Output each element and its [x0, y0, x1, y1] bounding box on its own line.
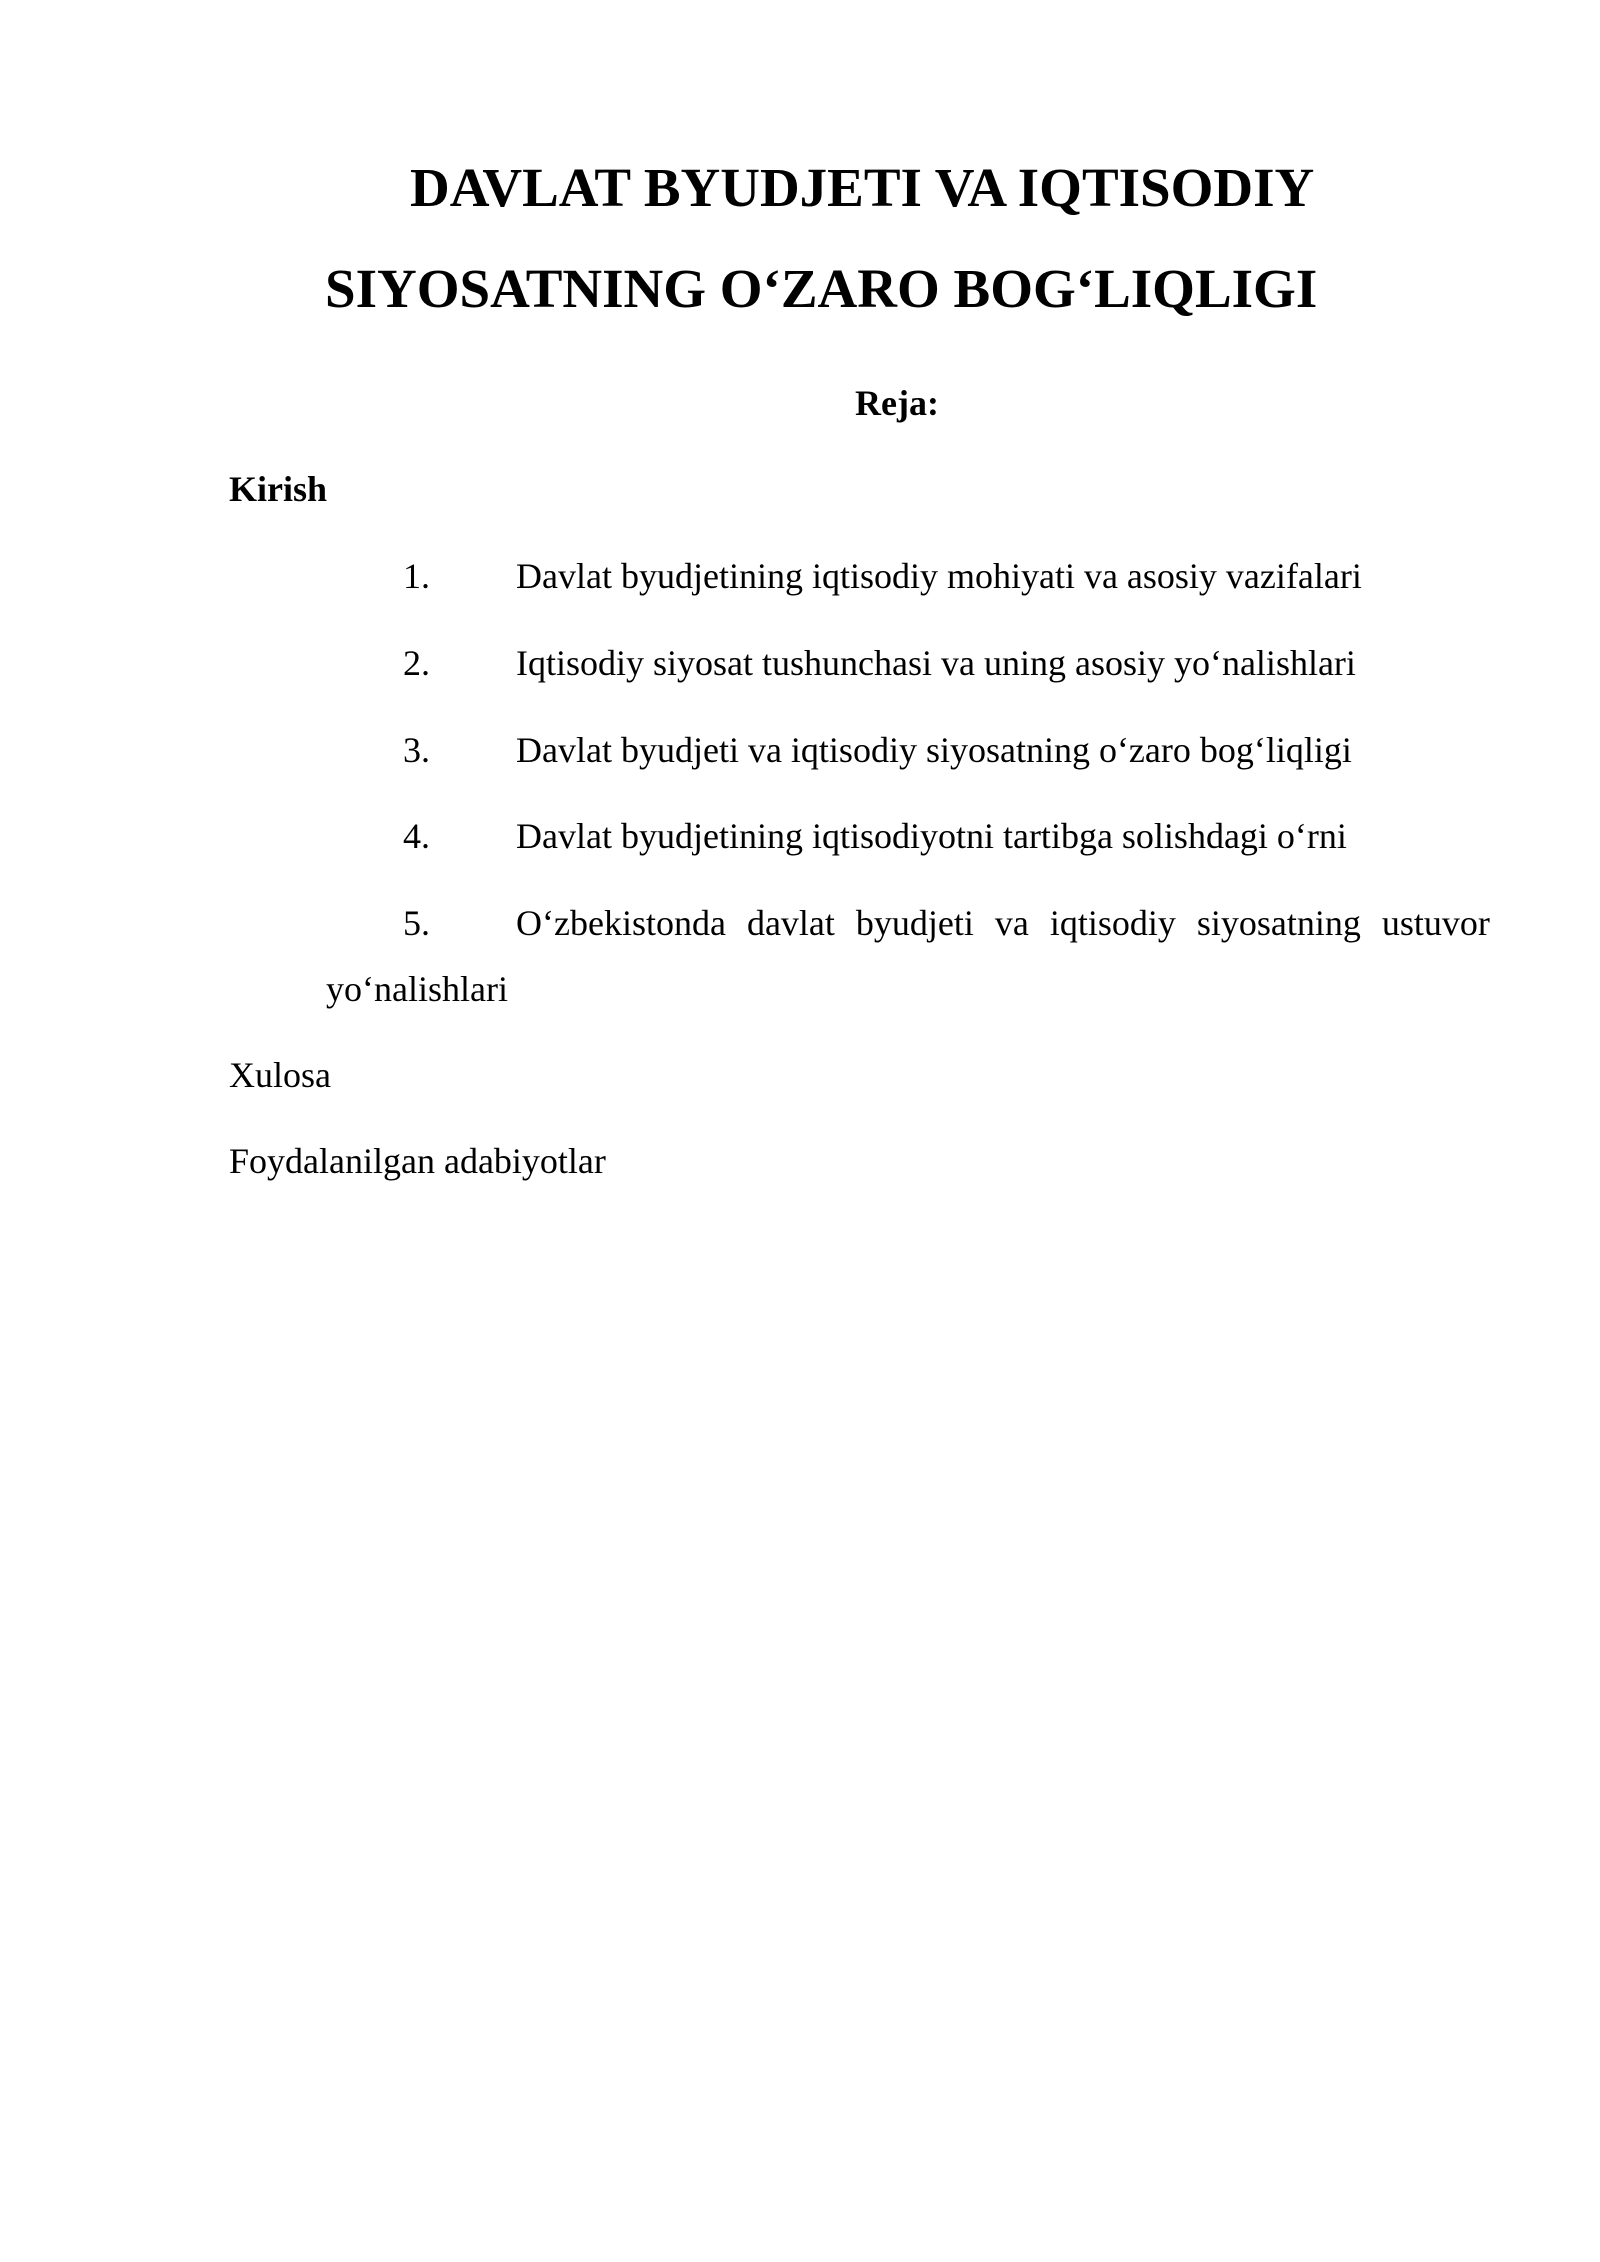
plan-heading: Reja:: [855, 383, 939, 423]
plan-item-word: byudjeti: [855, 903, 974, 943]
document-title-line-1: DAVLAT BYUDJETI VA IQTISODIY: [410, 157, 1315, 218]
plan-item-text: Davlat byudjeti va iqtisodiy siyosatning o‘zaro bog‘liqligi: [516, 730, 1352, 770]
plan-item-5-text: [516, 900, 1490, 946]
plan-item-text: Davlat byudjetining iqtisodiyotni tartibga solishdagi o‘rni: [516, 816, 1347, 856]
plan-item-text: Iqtisodiy siyosat tushunchasi va uning asosiy yo‘nalishlari: [516, 643, 1356, 683]
plan-item-word: siyosatning: [1196, 903, 1361, 943]
plan-item-number: 1.: [403, 556, 430, 596]
plan-item-number: 3.: [403, 730, 430, 770]
section-conclusion: Xulosa: [229, 1055, 331, 1095]
plan-item-word: va: [994, 903, 1029, 943]
plan-item-5-continuation: yo‘nalishlari: [326, 969, 508, 1009]
plan-item-text: Davlat byudjetining iqtisodiy mohiyati va asosiy vazifalari: [516, 556, 1362, 596]
plan-item-word: O‘zbekistonda: [516, 903, 726, 943]
section-intro: Kirish: [229, 469, 328, 509]
plan-item-number: 2.: [403, 643, 430, 683]
document-title-line-2: SIYOSATNING O‘ZARO BOG‘LIQLIGI: [325, 258, 1318, 319]
plan-item-word: davlat: [746, 903, 835, 943]
plan-item-number: 5.: [403, 903, 430, 943]
plan-item-word: iqtisodiy: [1049, 903, 1176, 943]
plan-item-word: ustuvor: [1381, 903, 1490, 943]
section-references: Foydalanilgan adabiyotlar: [229, 1141, 606, 1181]
plan-item-number: 4.: [403, 816, 430, 856]
